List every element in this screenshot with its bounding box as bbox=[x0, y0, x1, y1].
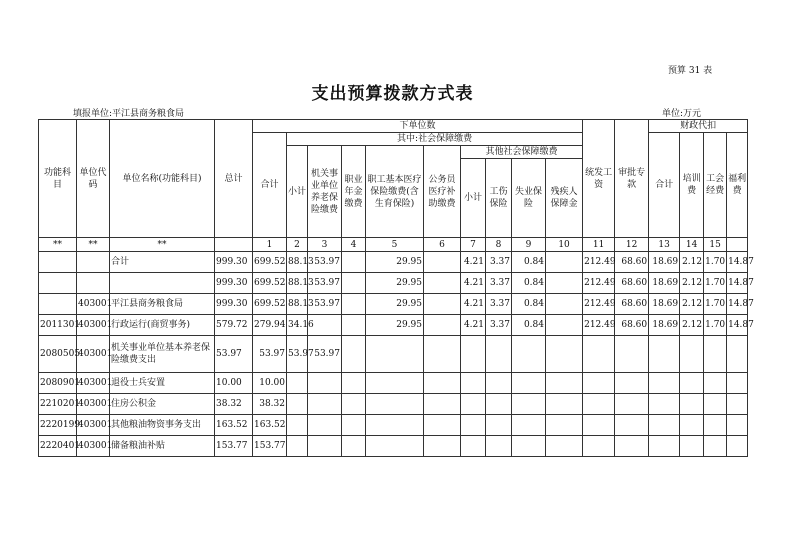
table-cell bbox=[704, 415, 727, 436]
table-cell bbox=[546, 315, 583, 336]
table-cell: 53.97 bbox=[308, 252, 342, 273]
table-cell bbox=[424, 294, 461, 315]
table-row bbox=[39, 373, 748, 394]
table-cell bbox=[512, 436, 546, 457]
table-cell: 53.97 bbox=[308, 336, 342, 373]
table-cell: 153.77 bbox=[253, 436, 287, 457]
table-cell bbox=[583, 436, 615, 457]
table-cell bbox=[649, 436, 680, 457]
header-unit-name: 单位名称(功能科目) bbox=[110, 120, 215, 238]
table-cell: 53.97 bbox=[308, 273, 342, 294]
table-cell: 2.12 bbox=[680, 273, 704, 294]
table-cell bbox=[486, 394, 512, 415]
table-cell: 2.12 bbox=[680, 294, 704, 315]
table-cell bbox=[546, 294, 583, 315]
table-cell bbox=[342, 336, 366, 373]
table-cell: 14.87 bbox=[727, 252, 748, 273]
table-cell bbox=[649, 373, 680, 394]
table-cell bbox=[366, 436, 424, 457]
header-ss-subtotal: 小计 bbox=[287, 146, 308, 238]
table-cell: 68.60 bbox=[615, 315, 649, 336]
header-unified-pay: 统发工资 bbox=[583, 120, 615, 238]
table-cell bbox=[512, 373, 546, 394]
table-cell bbox=[546, 394, 583, 415]
table-cell: 29.95 bbox=[366, 294, 424, 315]
table-cell: 53.97 bbox=[253, 336, 287, 373]
table-cell bbox=[680, 394, 704, 415]
table-cell bbox=[461, 373, 486, 394]
table-cell: 1.70 bbox=[704, 252, 727, 273]
table-cell: 3.37 bbox=[486, 315, 512, 336]
table-cell: 1.70 bbox=[704, 294, 727, 315]
table-cell: 2080505 bbox=[39, 336, 77, 373]
header-total: 总计 bbox=[215, 120, 253, 238]
table-cell bbox=[39, 294, 77, 315]
table-cell bbox=[424, 336, 461, 373]
table-cell bbox=[727, 336, 748, 373]
table-cell: 403001 bbox=[77, 315, 110, 336]
table-cell bbox=[727, 436, 748, 457]
table-cell bbox=[366, 336, 424, 373]
index-row: ** ** ** 1 2 3 4 5 6 7 8 9 10 11 12 13 14 15 bbox=[39, 238, 748, 252]
budget-table bbox=[38, 119, 754, 457]
table-cell: 68.60 bbox=[615, 273, 649, 294]
table-cell: 14.87 bbox=[727, 273, 748, 294]
table-cell bbox=[342, 294, 366, 315]
table-row bbox=[39, 436, 748, 457]
table-cell bbox=[486, 436, 512, 457]
table-cell: 3.37 bbox=[486, 252, 512, 273]
table-cell: 403001 bbox=[77, 373, 110, 394]
table-cell bbox=[615, 436, 649, 457]
table-cell: 0.84 bbox=[512, 315, 546, 336]
header-social-security: 其中:社会保障缴费 bbox=[287, 133, 583, 146]
table-cell: 68.60 bbox=[615, 294, 649, 315]
header-unemployment: 失业保险 bbox=[512, 159, 546, 238]
table-cell: 10.00 bbox=[253, 373, 287, 394]
header-welfare: 福利费 bbox=[727, 133, 748, 238]
currency-unit: 单位:万元 bbox=[662, 109, 702, 119]
table-cell: 4.21 bbox=[461, 315, 486, 336]
table-cell: 88.13 bbox=[287, 294, 308, 315]
table-cell bbox=[308, 436, 342, 457]
table-cell bbox=[704, 436, 727, 457]
table-cell: 999.30 bbox=[215, 273, 253, 294]
table-cell: 279.94 bbox=[253, 315, 287, 336]
table-cell: 1.70 bbox=[704, 273, 727, 294]
header-unit-code: 单位代码 bbox=[77, 120, 110, 238]
table-cell: 2220199 bbox=[39, 415, 77, 436]
table-cell: 212.49 bbox=[583, 294, 615, 315]
table-cell: 53.97 bbox=[287, 336, 308, 373]
table-cell bbox=[308, 415, 342, 436]
table-cell bbox=[342, 273, 366, 294]
header-disability: 残疾人保障金 bbox=[546, 159, 583, 238]
table-cell: 10.00 bbox=[215, 373, 253, 394]
table-cell bbox=[546, 415, 583, 436]
table-cell bbox=[424, 394, 461, 415]
table-cell bbox=[366, 394, 424, 415]
table-cell: 699.52 bbox=[253, 294, 287, 315]
table-cell: 14.87 bbox=[727, 294, 748, 315]
table-row bbox=[39, 336, 748, 373]
table-cell: 18.69 bbox=[649, 273, 680, 294]
table-cell: 4.21 bbox=[461, 294, 486, 315]
header-fd-total: 合计 bbox=[649, 133, 680, 238]
header-medical: 职工基本医疗保险缴费(含生育保险) bbox=[366, 146, 424, 238]
table-cell bbox=[680, 415, 704, 436]
table-cell bbox=[583, 373, 615, 394]
header-training: 培训费 bbox=[680, 133, 704, 238]
table-cell bbox=[461, 415, 486, 436]
table-cell: 403001 bbox=[77, 394, 110, 415]
table-cell bbox=[649, 415, 680, 436]
header-func-subject: 功能科目 bbox=[39, 120, 77, 238]
table-cell bbox=[727, 373, 748, 394]
table-cell: 0.84 bbox=[512, 294, 546, 315]
table-cell: 18.69 bbox=[649, 294, 680, 315]
table-cell: 机关事业单位基本养老保险缴费支出 bbox=[110, 336, 215, 373]
table-cell: 3.37 bbox=[486, 294, 512, 315]
table-cell: 4.21 bbox=[461, 273, 486, 294]
table-row bbox=[39, 273, 748, 294]
table-cell bbox=[615, 415, 649, 436]
reporting-unit: 填报单位:平江县商务粮食局 bbox=[73, 109, 185, 119]
table-cell bbox=[287, 373, 308, 394]
table-cell bbox=[424, 273, 461, 294]
table-cell bbox=[461, 436, 486, 457]
header-lower-units: 下单位数 bbox=[253, 120, 583, 133]
table-cell bbox=[77, 252, 110, 273]
table-cell: 1.70 bbox=[704, 315, 727, 336]
table-cell: 住房公积金 bbox=[110, 394, 215, 415]
table-cell: 18.69 bbox=[649, 252, 680, 273]
table-cell: 合计 bbox=[110, 252, 215, 273]
table-cell bbox=[727, 394, 748, 415]
table-cell bbox=[308, 373, 342, 394]
table-cell: 153.77 bbox=[215, 436, 253, 457]
table-cell: 行政运行(商贸事务) bbox=[110, 315, 215, 336]
table-cell: 0.84 bbox=[512, 252, 546, 273]
table-cell bbox=[546, 336, 583, 373]
table-cell bbox=[615, 394, 649, 415]
table-cell: 14.87 bbox=[727, 315, 748, 336]
table-cell bbox=[615, 373, 649, 394]
table-cell bbox=[546, 373, 583, 394]
header-lower-total: 合计 bbox=[253, 133, 287, 238]
table-row bbox=[39, 315, 748, 336]
table-cell: 163.52 bbox=[253, 415, 287, 436]
table-cell: 2080901 bbox=[39, 373, 77, 394]
table-cell bbox=[287, 436, 308, 457]
table-cell bbox=[680, 336, 704, 373]
header-approval: 审批专款 bbox=[615, 120, 649, 238]
table-cell: 403001 bbox=[77, 336, 110, 373]
table-number: 预算 31 表 bbox=[668, 66, 713, 76]
table-cell: 88.13 bbox=[287, 252, 308, 273]
table-cell: 退役士兵安置 bbox=[110, 373, 215, 394]
table-cell bbox=[727, 415, 748, 436]
table-cell: 储备粮油补贴 bbox=[110, 436, 215, 457]
table-cell bbox=[287, 394, 308, 415]
table-cell: 999.30 bbox=[215, 252, 253, 273]
table-cell: 68.60 bbox=[615, 252, 649, 273]
table-cell: 699.52 bbox=[253, 273, 287, 294]
table-cell: 18.69 bbox=[649, 315, 680, 336]
table-cell: 其他粮油物资事务支出 bbox=[110, 415, 215, 436]
table-cell bbox=[680, 436, 704, 457]
table-cell bbox=[512, 415, 546, 436]
table-row bbox=[39, 252, 748, 273]
table-cell bbox=[649, 336, 680, 373]
table-cell bbox=[342, 315, 366, 336]
table-row bbox=[39, 415, 748, 436]
table-cell: 212.49 bbox=[583, 252, 615, 273]
header-other-ss: 其他社会保障缴费 bbox=[461, 146, 583, 159]
table-cell bbox=[546, 252, 583, 273]
header-injury: 工伤保险 bbox=[486, 159, 512, 238]
table-cell: 999.30 bbox=[215, 294, 253, 315]
header-org-pension: 机关事业单位养老保险缴费 bbox=[308, 146, 342, 238]
table-cell: 38.32 bbox=[253, 394, 287, 415]
table-cell bbox=[512, 336, 546, 373]
table-cell: 212.49 bbox=[583, 315, 615, 336]
table-cell bbox=[615, 336, 649, 373]
table-cell bbox=[461, 394, 486, 415]
table-cell: 403001 bbox=[77, 415, 110, 436]
table-cell bbox=[342, 252, 366, 273]
table-cell: 38.32 bbox=[215, 394, 253, 415]
table-cell bbox=[704, 394, 727, 415]
table-cell bbox=[366, 373, 424, 394]
table-cell bbox=[486, 336, 512, 373]
table-cell: 29.95 bbox=[366, 273, 424, 294]
header-union: 工会经费 bbox=[704, 133, 727, 238]
table-cell bbox=[512, 394, 546, 415]
table-cell: 4.21 bbox=[461, 252, 486, 273]
table-cell bbox=[583, 415, 615, 436]
table-cell: 88.13 bbox=[287, 273, 308, 294]
table-cell: 29.95 bbox=[366, 252, 424, 273]
table-cell bbox=[680, 373, 704, 394]
header-civil-medical: 公务员医疗补助缴费 bbox=[424, 146, 461, 238]
table-cell: 403001 bbox=[77, 294, 110, 315]
table-cell bbox=[546, 273, 583, 294]
table-cell bbox=[342, 436, 366, 457]
table-cell bbox=[342, 394, 366, 415]
table-cell bbox=[649, 394, 680, 415]
table-cell bbox=[424, 436, 461, 457]
header-other-subtotal: 小计 bbox=[461, 159, 486, 238]
table-cell: 212.49 bbox=[583, 273, 615, 294]
table-cell: 2.12 bbox=[680, 315, 704, 336]
table-cell bbox=[424, 252, 461, 273]
table-cell: 34.16 bbox=[287, 315, 308, 336]
table-cell bbox=[342, 415, 366, 436]
table-cell bbox=[424, 415, 461, 436]
table-cell bbox=[366, 415, 424, 436]
table-cell: 0.84 bbox=[512, 273, 546, 294]
table-cell: 579.72 bbox=[215, 315, 253, 336]
table-cell bbox=[424, 315, 461, 336]
table-cell: 2210201 bbox=[39, 394, 77, 415]
table-cell bbox=[77, 273, 110, 294]
table-cell: 2.12 bbox=[680, 252, 704, 273]
table-cell bbox=[39, 273, 77, 294]
table-cell bbox=[486, 415, 512, 436]
table-cell bbox=[704, 336, 727, 373]
table-cell bbox=[308, 394, 342, 415]
table-cell bbox=[110, 273, 215, 294]
header-occ-annuity: 职业年金缴费 bbox=[342, 146, 366, 238]
table-cell bbox=[39, 252, 77, 273]
table-cell: 平江县商务粮食局 bbox=[110, 294, 215, 315]
table-cell: 53.97 bbox=[308, 294, 342, 315]
table-cell bbox=[583, 336, 615, 373]
table-cell: 29.95 bbox=[366, 315, 424, 336]
table-cell bbox=[424, 373, 461, 394]
table-cell bbox=[342, 373, 366, 394]
table-row bbox=[39, 294, 748, 315]
table-row bbox=[39, 394, 748, 415]
table-cell: 2220401 bbox=[39, 436, 77, 457]
table-cell: 3.37 bbox=[486, 273, 512, 294]
table-cell: 699.52 bbox=[253, 252, 287, 273]
table-cell: 53.97 bbox=[215, 336, 253, 373]
table-cell bbox=[704, 373, 727, 394]
table-cell: 403001 bbox=[77, 436, 110, 457]
header-fiscal-deduct: 财政代扣 bbox=[649, 120, 748, 133]
table-cell: 163.52 bbox=[215, 415, 253, 436]
table-cell bbox=[461, 336, 486, 373]
table-cell bbox=[287, 415, 308, 436]
table-cell bbox=[583, 394, 615, 415]
table-cell bbox=[546, 436, 583, 457]
table-cell bbox=[486, 373, 512, 394]
table-cell: 2011301 bbox=[39, 315, 77, 336]
page-title: 支出预算拨款方式表 bbox=[311, 84, 474, 104]
